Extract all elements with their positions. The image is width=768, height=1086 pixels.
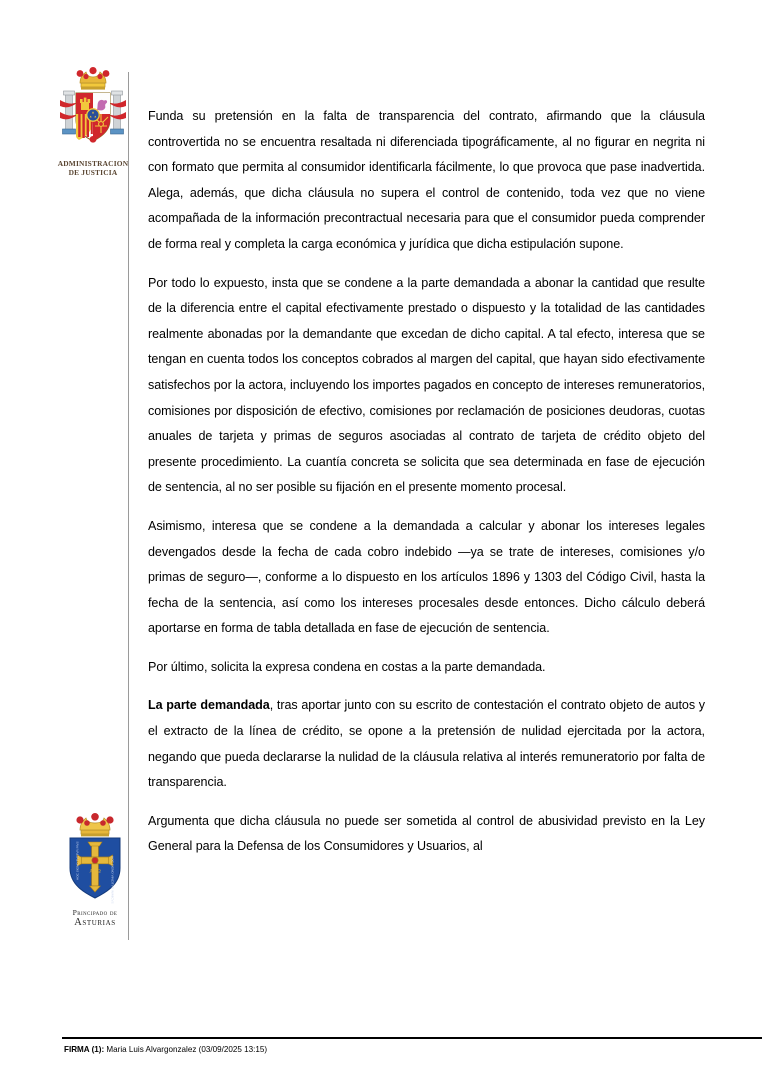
emblem-caption-asturias	[40, 909, 150, 929]
paragraph-2: Por todo lo expuesto, insta que se condene a la parte demandada a abonar la cantidad que resulte de la diferencia entre el capital efectivamente prestado o dispuesto y la totalidad de las cantidades realmente abonadas por la demandante que excedan de dicho capital. A tal efecto, interesa que se tengan en cuenta todos los conceptos cobrados al margen del capital, que hayan sido efectivamente satisfechos por la actora, incluyendo los importes pagados en concepto de intereses remuneratorios, comisiones por disposición de efectivo, comisiones por reclamación de posiciones deudoras, cuotas anuales de tarjeta y primas de seguros asociadas al contrato de tarjeta de crédito objeto del presente procedimiento. La cuantía concreta se solicita que sea determinada en fase de ejecución de sentencia, al no ser posible su fijación en el presente momento procesal.	[148, 275, 705, 495]
footer-divider-rule	[62, 1037, 762, 1039]
emblem-principado-de-asturias	[40, 812, 150, 929]
svg-text:HOC SIGNO TVETVR PIVS: HOC SIGNO TVETVR PIVS	[75, 841, 80, 880]
svg-text:A: A	[89, 869, 94, 875]
emblem-caption-line1: Principado de	[72, 908, 118, 917]
emblem-caption-line1: ADMINISTRACION	[57, 159, 129, 168]
left-margin-column	[0, 0, 140, 1086]
paragraph-3: Asimismo, interesa que se condene a la demandada a calcular y abonar los intereses legales devengados desde la fecha de cada cobro indebido —ya se trate de intereses, comisiones y/o primas de seguro—, conforme a lo dispuesto en los artículos 1896 y 1303 del Código Civil, hasta la fecha de la sentencia, así como los intereses procesales desde entonces. Dicho cálculo deberá aportarse en forma de tabla detallada en fase de ejecución de sentencia.	[148, 518, 705, 636]
emblem-caption-justicia	[38, 160, 148, 177]
paragraph-1: Funda su pretensión en la falta de transparencia del contrato, afirmando que la cláusula controvertida no se encuentra resaltada ni diferenciada tipográficamente, al no figurar en negrita ni con formato que permita al consumidor identificarla fácilmente, lo que provoca que pase inadvertida. Alega, además, que dicha cláusula no supera el control de contenido, toda vez que no viene acompañada de la información precontractual necesaria para que el consumidor pueda comprender de forma real y completa la carga económica y jurídica que dicha estipulación supone.	[148, 109, 705, 251]
svg-text:HOC SIGNO VINCITVR INIMICVS: HOC SIGNO VINCITVR INIMICVS	[110, 856, 115, 904]
emblem-caption-line2: DE JUSTICIA	[68, 167, 118, 177]
paragraph-5	[148, 693, 705, 795]
escudo-espana-icon	[51, 66, 135, 152]
emblem-caption-line2: Asturias	[74, 916, 116, 928]
footer-signature	[64, 1044, 267, 1055]
paragraph-5-bold-lead: La parte demandada	[148, 698, 270, 713]
paragraph-5-text: , tras aportar junto con su escrito de contestación el contrato objeto de autos y el extracto de la línea de crédito, se opone a la pretensión de nulidad ejercitada por la actora, negando que pueda declararse la nulidad de la cláusula relativa al interés remuneratorio por falta de transparencia.	[148, 698, 705, 790]
margin-divider-line	[128, 72, 129, 940]
footer-signature-label: FIRMA (1):	[64, 1045, 105, 1054]
emblem-administracion-de-justicia	[38, 66, 148, 177]
paragraph-4: Por último, solicita la expresa condena en costas a la parte demandada.	[148, 659, 546, 674]
escudo-asturias-icon	[55, 812, 135, 904]
document-body-text	[148, 104, 705, 860]
footer-signature-value: Maria Luis Alvargonzalez (03/09/2025 13:15)	[106, 1045, 268, 1054]
paragraph-6: Argumenta que dicha cláusula no puede ser sometida al control de abusividad previsto en la Ley General para la Defensa de los Consumidores y Usuarios, al	[148, 813, 705, 854]
svg-text:Ω: Ω	[97, 869, 101, 875]
